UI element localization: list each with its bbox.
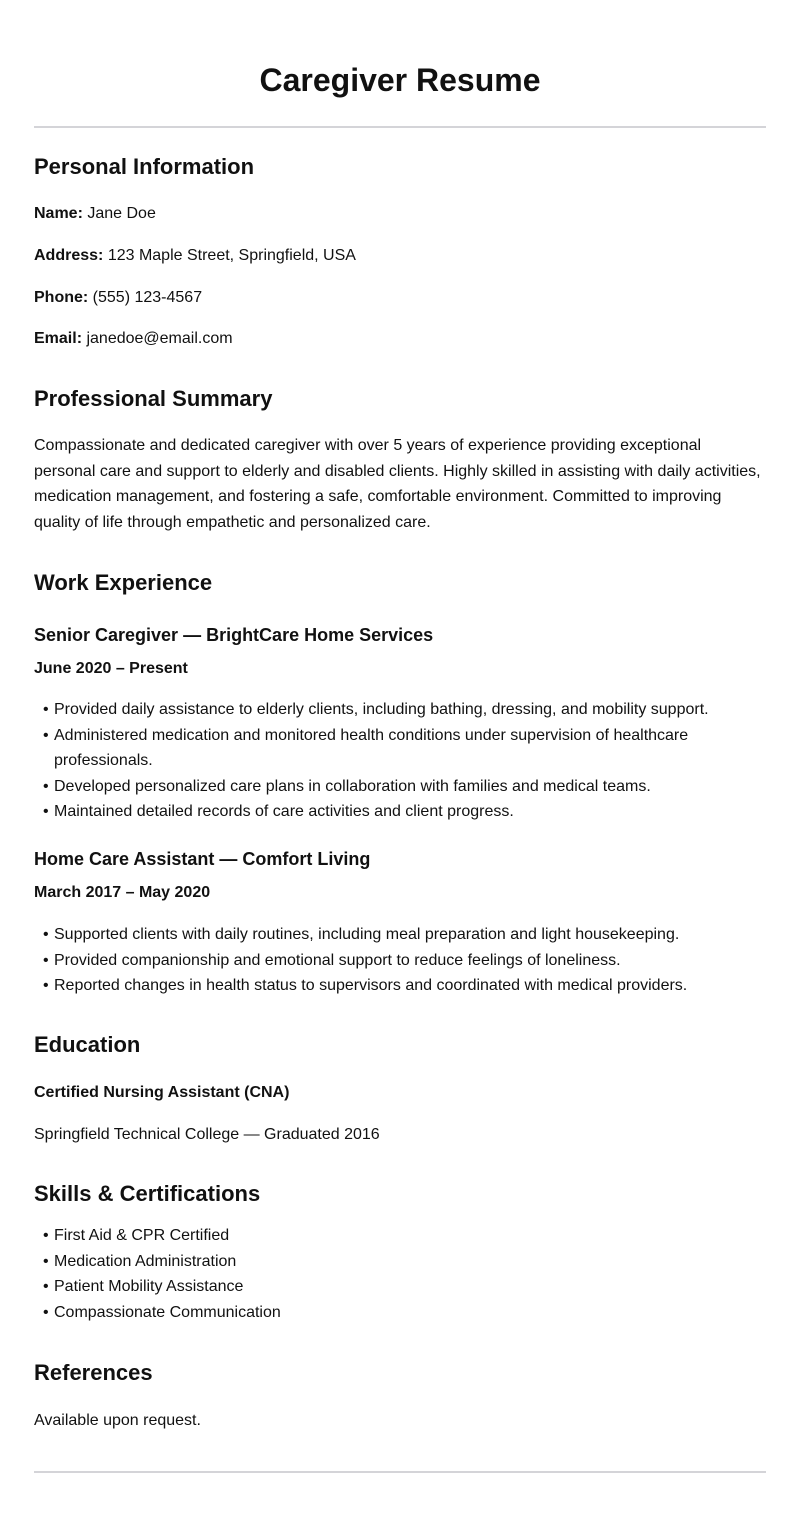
list-item: • Medication Administration (34, 1249, 766, 1275)
job-title: Senior Caregiver — BrightCare Home Services (34, 625, 434, 645)
skills-list (34, 1223, 766, 1325)
phone-line (34, 288, 202, 308)
name-line (34, 204, 156, 224)
experience-heading: Work Experience (34, 570, 213, 595)
list-item: • Maintained detailed records of care activities and client progress. (34, 799, 766, 825)
phone-label: Phone: (34, 289, 89, 306)
list-item: • Patient Mobility Assistance (34, 1274, 766, 1300)
email-line (34, 329, 233, 349)
page-title: Caregiver Resume (259, 62, 541, 98)
summary-heading: Professional Summary (34, 386, 273, 411)
address-label: Address: (34, 247, 104, 264)
summary-text: Compassionate and dedicated caregiver with over 5 years of experience providing exceptional personal care and support to elderly and disabled clients. Highly skilled in assisting with daily activities, medication management, and fostering a safe, comfortable environment. Committed to improving quality of life through empathetic and personalized care. (34, 437, 761, 531)
education-heading: Education (34, 1032, 141, 1057)
job-duties-list (34, 697, 766, 825)
list-item: • Reported changes in health status to supervisors and coordinated with medical providers. (34, 973, 766, 999)
job-dates: June 2020 – Present (34, 660, 188, 677)
personal-info-heading: Personal Information (34, 154, 255, 179)
address-value: 123 Maple Street, Springfield, USA (107, 247, 356, 264)
skills-heading: Skills & Certifications (34, 1181, 261, 1206)
list-item: • Administered medication and monitored health conditions under supervision of healthcare professionals. (34, 723, 766, 774)
header-divider (34, 126, 766, 128)
phone-value: (555) 123-4567 (92, 289, 203, 306)
references-heading: References (34, 1360, 153, 1385)
email-value: janedoe@email.com (86, 330, 233, 347)
email-label: Email: (34, 330, 83, 347)
references-text: Available upon request. (34, 1412, 201, 1429)
footer-divider (34, 1471, 766, 1473)
education-credential: Certified Nursing Assistant (CNA) (34, 1084, 290, 1101)
job-title: Home Care Assistant — Comfort Living (34, 849, 371, 869)
job-duties-list (34, 922, 766, 999)
name-value: Jane Doe (87, 205, 156, 222)
list-item: • First Aid & CPR Certified (34, 1223, 766, 1249)
education-school: Springfield Technical College — Graduated 2016 (34, 1126, 380, 1143)
list-item: • Compassionate Communication (34, 1300, 766, 1326)
address-line (34, 246, 356, 266)
list-item: • Supported clients with daily routines, including meal preparation and light housekeeping. (34, 922, 766, 948)
list-item: • Provided companionship and emotional support to reduce feelings of loneliness. (34, 948, 766, 974)
name-label: Name: (34, 205, 83, 222)
job-dates: March 2017 – May 2020 (34, 884, 211, 901)
list-item: • Provided daily assistance to elderly clients, including bathing, dressing, and mobility support. (34, 697, 766, 723)
list-item: • Developed personalized care plans in collaboration with families and medical teams. (34, 774, 766, 800)
